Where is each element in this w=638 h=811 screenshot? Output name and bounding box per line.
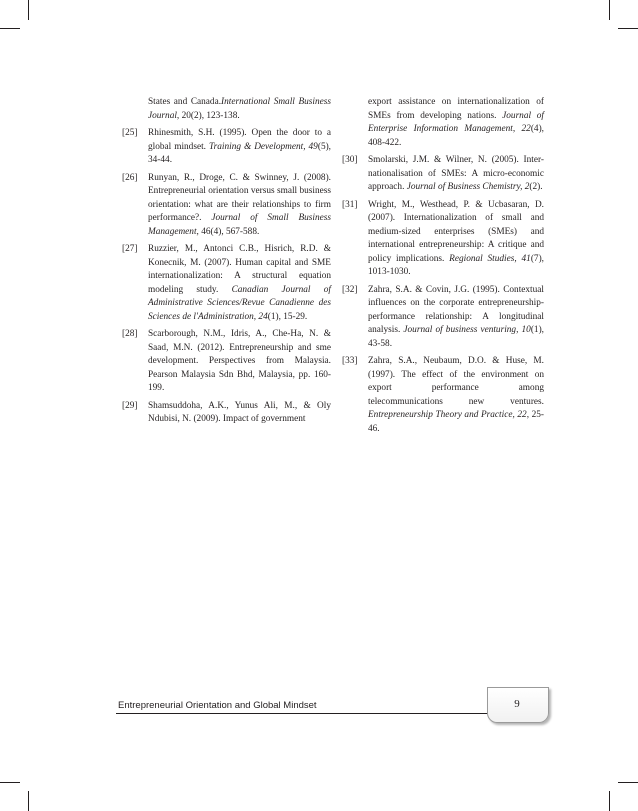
reference-item (122, 243, 331, 324)
footer-divider (116, 713, 536, 714)
page-number: 9 (514, 698, 520, 710)
reference-continuation (122, 96, 331, 123)
ref-text: Ruzzier, M., Antonci C.B., Hisrich, R.D. & Konecnik, M. (2007). Human capital and SME internationalization: A structural equation modeling study. (148, 244, 331, 295)
ref-journal: Journal of Enterprise Information Management, 22 (368, 110, 545, 134)
ref-details: (1), 15-29. (267, 311, 308, 322)
ref-journal: Journal of Business Chemistry, 2 (406, 182, 530, 192)
ref-details: (5), 34-44. (148, 141, 332, 165)
ref-number: [25] (122, 128, 138, 138)
reference-item (342, 199, 544, 280)
ref-text: States and Canada. (148, 97, 222, 107)
references-right-column (342, 96, 544, 440)
ref-text: Runyan, R., Droge, C. & Swinney, J. (2008). Entrepreneurial orientation versus small business orientation: what are their relationships to firm performance?. (148, 172, 331, 223)
reference-item (342, 284, 544, 352)
ref-journal: Journal of business venturing, 10 (403, 325, 531, 335)
ref-details: (4), 408-422. (368, 124, 544, 148)
ref-details: , 20(2), 123-138. (176, 110, 240, 121)
ref-number: [31] (342, 199, 358, 210)
ref-number: [30] (342, 155, 358, 165)
reference-item (122, 127, 331, 168)
ref-journal: Training & Development, 49 (208, 141, 318, 152)
ref-details: (1), 43-58. (368, 325, 544, 349)
ref-details: (2). (529, 182, 543, 192)
ref-text: Zahra, S.A. & Covin, J.G. (1995). Contextual influences on the corporate entrepreneurship-performance relationship: A longitudinal analysis. (368, 284, 544, 335)
ref-text: Scarborough, N.M., Idris, A., Che-Ha, N. & Saad, M.N. (2012). Entrepreneurship and sme development. Perspectives from Malaysia. Pearson Malaysia Sdn Bhd, Malaysia, pp. 160-199. (148, 329, 331, 393)
ref-details: , 25-46. (368, 410, 545, 434)
ref-journal: Journal of Small Business Management (148, 213, 332, 237)
reference-item (122, 172, 331, 240)
running-footer-title: Entrepreneurial Orientation and Global Mindset (118, 700, 317, 711)
ref-text: Zahra, S.A., Neubaum, D.O. & Huse, M. (1997). The effect of the environment on export performance among telecommunications new ventures. (368, 356, 544, 407)
ref-number: [32] (342, 284, 358, 295)
reference-item (342, 154, 544, 195)
ref-journal: Regional Studies, 41 (449, 253, 531, 264)
ref-number: [29] (122, 400, 138, 411)
ref-number: [28] (122, 329, 138, 339)
reference-item (122, 400, 331, 427)
ref-text: export assistance on internationalization of SMEs from developing nations. (368, 97, 544, 121)
reference-continuation (342, 96, 544, 150)
ref-text: Smolarski, J.M. & Wilner, N. (2005). Inter-nationalisation of SMEs: A micro-economic approach. (368, 155, 544, 192)
ref-journal: Entrepreneurship Theory and Practice, 22 (368, 410, 527, 420)
ref-text: Rhinesmith, S.H. (1995). Open the door to a global mindset. (148, 128, 331, 152)
ref-text: Wright, M., Westhead, P. & Ucbasaran, D. (2007). Internationalization of small and medium-sized enterprises (SMEs) and international entrepreneurship: A critique and policy implications. (368, 199, 544, 264)
ref-number: [27] (122, 244, 138, 254)
references-left-column (122, 96, 331, 431)
ref-details: (7), 1013-1030. (368, 253, 544, 277)
reference-item (122, 328, 331, 396)
ref-number: [26] (122, 172, 138, 183)
ref-details: , 46(4), 567-588. (196, 226, 260, 237)
ref-journal: International Small Business Journal (148, 97, 331, 121)
reference-item (342, 355, 544, 436)
ref-number: [33] (342, 356, 358, 366)
ref-journal: Canadian Journal of Administrative Sciences/Revue Canadienne des Sciences de l'Administration, 24 (148, 284, 331, 322)
ref-text: Shamsuddoha, A.K., Yunus Ali, M., & Oly Ndubisi, N. (2009). Impact of government (148, 400, 331, 424)
